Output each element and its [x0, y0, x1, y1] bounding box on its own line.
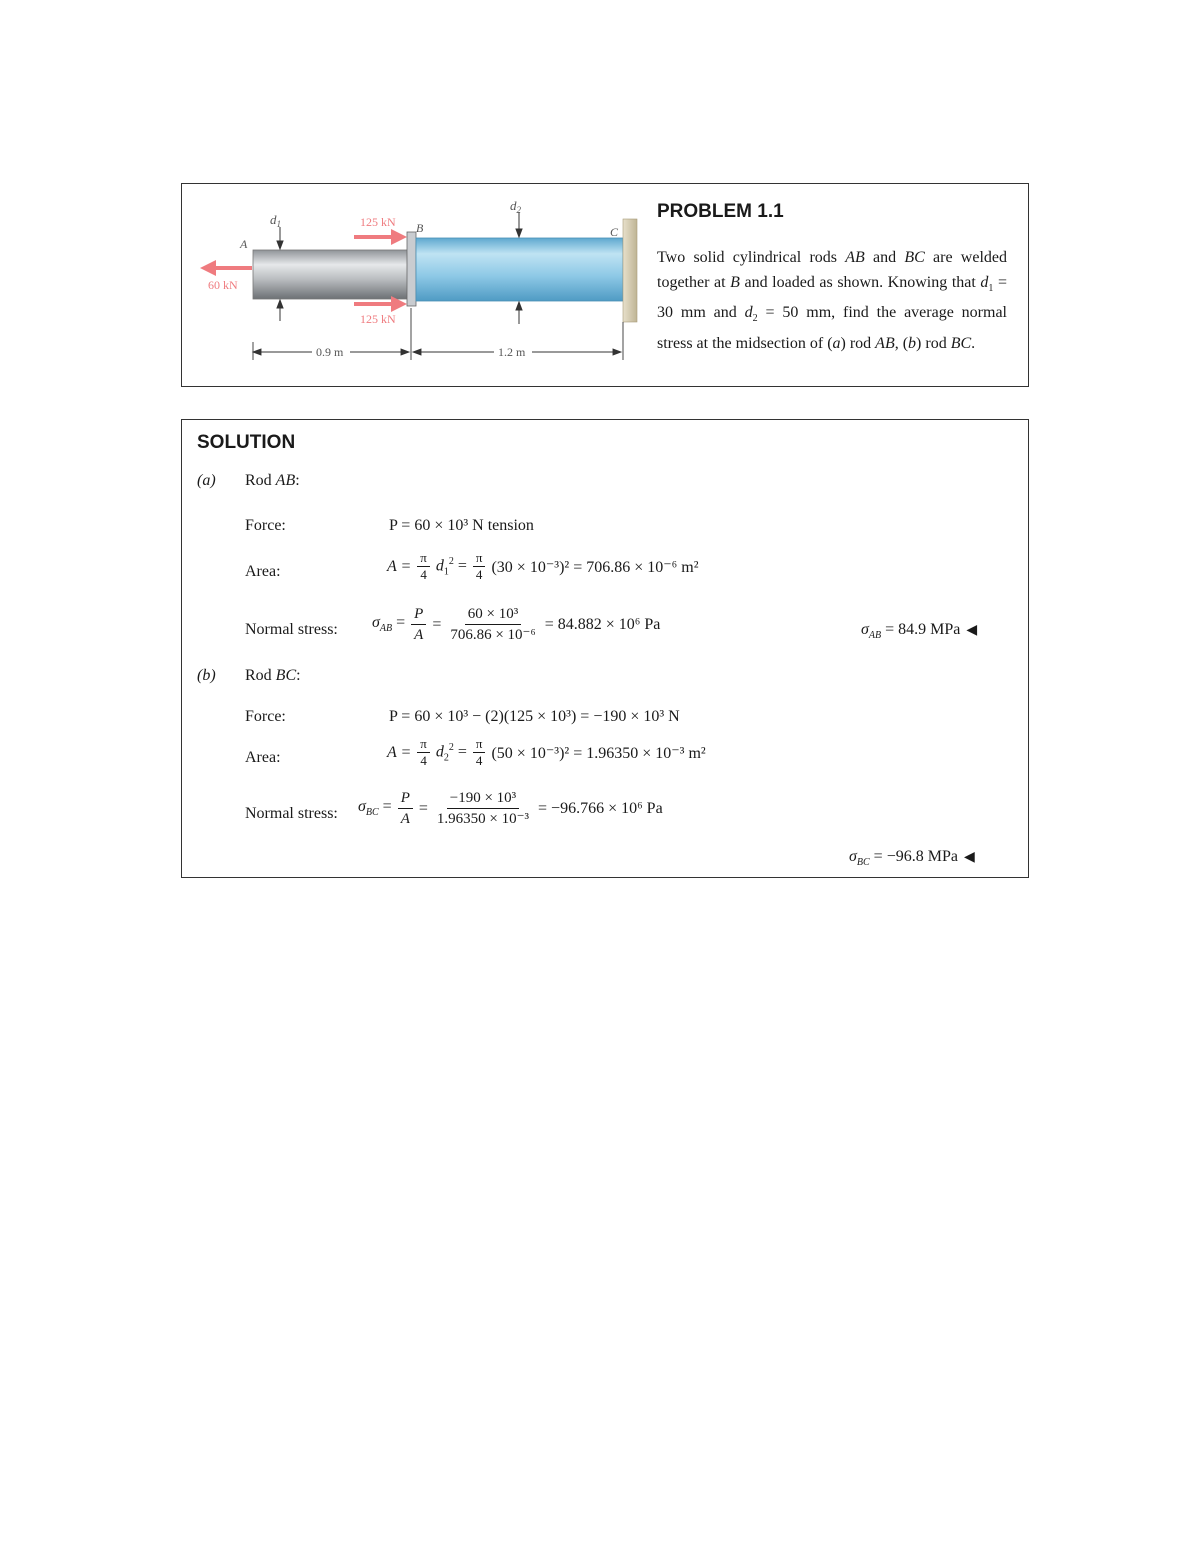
label-d1: $d_1$ [270, 212, 281, 229]
dimension-lines [253, 308, 623, 360]
answer-marker-icon: ◀ [966, 623, 978, 638]
part-b-area-eq: A = $\frac{\pi}{4}$ $d_2^2$ = $\frac{\pi}{4}$ (50 × 10⁻³)² = 1.96350 × 10⁻³ m² [387, 736, 706, 768]
answer-marker-icon: ◀ [963, 850, 975, 865]
part-a-force-label: Force: [245, 517, 286, 534]
part-b-label: (b) [197, 667, 216, 684]
part-a-area-label: Area: [245, 563, 281, 580]
load-top-label: 125 kN [360, 215, 396, 229]
part-b-force-eq: P = 60 × 10³ − (2)(125 × 10³) = −190 × 10³ N [389, 708, 680, 725]
part-a-force-eq: P = 60 × 10³ N tension [389, 517, 534, 534]
part-b-answer: $\sigma_{BC} = -96.8$ MPa ◀ [849, 848, 975, 869]
label-d2: $d_2$ [510, 198, 521, 215]
problem-title: PROBLEM 1.1 [657, 201, 784, 222]
load-bottom-label: 125 kN [360, 312, 396, 326]
part-b-stress-eq: $\sigma_{BC}$ = $\frac{P}{A}$ = $\frac{\text{−190 × 10³}}{\text{1.96350 × 10⁻³}}$ = −96.766 × 10⁶ Pa [358, 790, 663, 827]
part-a-label: (a) [197, 472, 216, 489]
load-arrow-top [354, 229, 407, 245]
rod-ab [253, 250, 410, 299]
problem-box [181, 183, 1029, 387]
rod-bc [416, 238, 623, 301]
solution-box [181, 419, 1029, 878]
part-b-area-label: Area: [245, 749, 281, 766]
part-a-area-eq: A = $\frac{\pi}{4}$ $d_1^2$ = $\frac{\pi}{4}$ (30 × 10⁻³)² = 706.86 × 10⁻⁶ m² [387, 550, 699, 582]
rod-figure [182, 184, 642, 384]
part-a-stress-eq: $\sigma_{AB}$ = $\frac{P}{A}$ = $\frac{\text{60 × 10³}}{\text{706.86 × 10⁻⁶}}$ = 84.882 × 10⁶ Pa [372, 606, 661, 643]
dim-bc-label: 1.2 m [498, 345, 526, 359]
collar-b [407, 232, 416, 306]
label-b: B [416, 221, 424, 235]
label-a: A [240, 237, 248, 251]
part-a-heading: Rod AB: [245, 472, 300, 489]
dim-ab-label: 0.9 m [316, 345, 344, 359]
problem-statement: Two solid cylindrical rods AB and BC are welded together at B and loaded as shown. Knowing that $d_1 = 30$ mm and $d_2 = 50$ mm, find the average normal stress at the midsection of (a) rod AB, (b) rod BC. [657, 249, 1008, 352]
part-b-stress-label: Normal stress: [245, 805, 338, 822]
wall-c [623, 219, 637, 322]
part-a-stress-label: Normal stress: [245, 621, 338, 638]
part-a-answer: $\sigma_{AB} = 84.9$ MPa ◀ [861, 621, 978, 642]
solution-title: SOLUTION [197, 432, 296, 453]
load-left-label: 60 kN [208, 278, 238, 292]
label-c: C [610, 225, 619, 239]
part-b-force-label: Force: [245, 708, 286, 725]
load-arrow-left [200, 260, 252, 276]
part-b-heading: Rod BC: [245, 667, 301, 684]
